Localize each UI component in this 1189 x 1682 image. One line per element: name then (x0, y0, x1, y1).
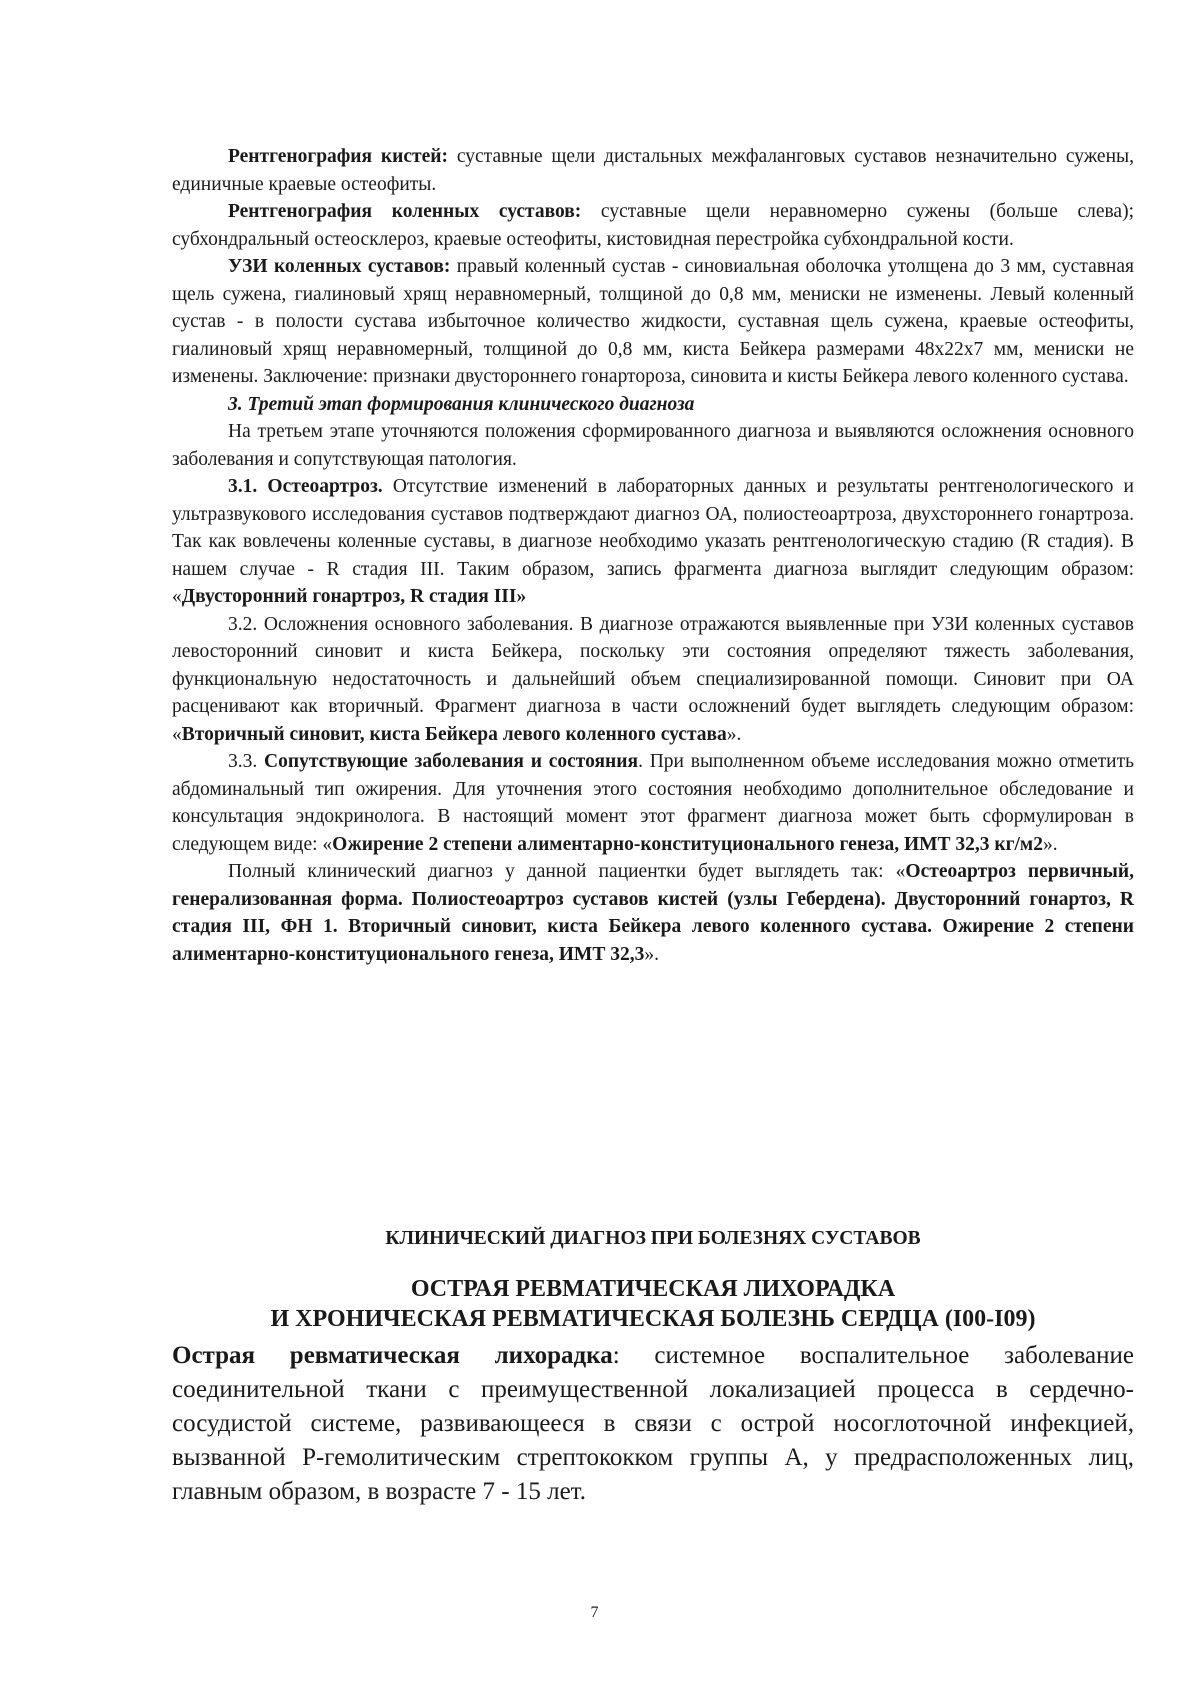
stage3-text: На третьем этапе уточняются положения сформированного диагноза и выявляются осложнения основного заболевания и сопутствующая патология. (172, 421, 1134, 470)
full-diagnosis-text: Полный клинический диагноз у данной пациентки будет выглядеть так: « (228, 861, 906, 882)
xray-hands-label: Рентгенография кистей: (228, 146, 449, 167)
intro-text (172, 1339, 1134, 1509)
item-3-3-num: 3.3. (228, 751, 265, 772)
item-3-2-bold: Вторичный синовит, киста Бейкера левого коленного сустава (181, 723, 727, 745)
intro-term: Острая ревматическая лихорадка (172, 1342, 613, 1369)
page-number: 7 (590, 1604, 599, 1621)
us-knees-text: правый коленный сустав - синовиальная оболочка утолщена до 3 мм, суставная щель сужена, гиалиновый хрящ неравномерный, толщиной до 0,8 мм, мениски не изменены. Левый коленный сустав - в полости сустава избыточное количество жидкости, суставная щель сужена, краевые остеофиты, гиалиновый хрящ неравномерный, толщиной до 0,8 мм, киста Бейкера размерами 48х22х7 мм, мениски не изменены. Заключение: признаки двустороннего гонартороза, синовита и кисты Бейкера левого коленного сустава. (172, 256, 1134, 387)
paragraph-us-knees (172, 253, 1134, 391)
section-subtitle-line2: И ХРОНИЧЕСКАЯ РЕВМАТИЧЕСКАЯ БОЛЕЗНЬ СЕРДЦА (I00-I09) (270, 1306, 1036, 1332)
paragraph-3-3 (172, 748, 1134, 858)
paragraph-3-2 (172, 611, 1134, 749)
item-3-1-label: 3.1. Остеоартроз. (228, 476, 383, 497)
item-3-1-close: » (516, 586, 527, 607)
intro-definition: : системное воспалительное заболевание соединительной ткани с преимущественной локализацией процесса в сердечно-сосудистой системе, развивающееся в связи с острой носоглоточной инфекцией, вызванной Р-гемолитическим стрептококком группы А, у предрасположенных лиц, главным образом, в возрасте 7 - 15 лет. (172, 1342, 1134, 1505)
item-3-2-text: 3.2. Осложнения основного заболевания. В диагнозе отражаются выявленные при УЗИ коленных суставов левосторонний синовит и киста Бейкера, поскольку эти состояния определяют тяжесть заболевания, функциональную недостаточность и дальнейший объем специализированной помощи. Синовит при ОА расценивают как вторичный. Фрагмент диагноза в части осложнений будет выглядеть следующим образом: « (172, 613, 1134, 745)
item-3-2-close: ». (726, 723, 742, 745)
intro-paragraph (172, 1339, 1134, 1509)
full-diagnosis-bold: Остеоартроз первичный, генерализованная форма. Полиостеоартроз суставов кистей (узлы Гебердена). Двусторонний гонартоз, R стадия III, ФН 1. Вторичный синовит, киста Бейкера левого коленного сустава. Ожирение 2 степени алиментарно-конституционального генеза, ИМТ 32,3 (172, 861, 1134, 965)
paragraph-full-diagnosis (172, 858, 1134, 968)
paragraph-xray-knees (172, 198, 1134, 253)
full-diagnosis-close: ». (644, 943, 659, 965)
item-3-3-close: ». (1042, 833, 1058, 855)
item-3-3-text: . При выполненном объеме исследования можно отметить абдоминальный тип ожирения. Для уточнения этого состояния необходимо дополнительное обследование и консультация эндокринолога. В настоящий момент этот фрагмент диагноза может быть сформулирован в следующем виде: « (172, 751, 1134, 855)
section-subtitle-line1: ОСТРАЯ РЕВМАТИЧЕСКАЯ ЛИХОРАДКА (410, 1276, 896, 1302)
paragraph-3-1 (172, 473, 1134, 611)
paragraph-xray-hands (172, 143, 1134, 198)
item-3-3-bold: Ожирение 2 степени алиментарно-конституционального генеза, ИМТ 32,3 кг/м2 (332, 833, 1043, 855)
xray-knees-label: Рентгенография коленных суставов: (228, 201, 582, 222)
stage3-heading: 3. Третий этап формирования клинического диагноза (228, 393, 695, 415)
body-text (172, 143, 1134, 968)
xray-knees-text: суставные щели неравномерно сужены (больше слева); субхондральный остеосклероз, краевые остеофиты, кистовидная перестройка субхондральной кости. (172, 201, 1134, 250)
paragraph-stage3 (172, 418, 1134, 473)
us-knees-label: УЗИ коленных суставов: (228, 256, 451, 277)
section-heading (172, 1226, 1134, 1334)
item-3-1-bold: Двусторонний гонартроз, R стадия III (181, 586, 517, 607)
item-3-3-label: Сопутствующие заболевания и состояния (264, 751, 639, 772)
section-title: КЛИНИЧЕСКИЙ ДИАГНОЗ ПРИ БОЛЕЗНЯХ СУСТАВОВ (385, 1228, 921, 1249)
xray-hands-text: суставные щели дистальных межфаланговых суставов незначительно сужены, единичные краевые остеофиты. (172, 146, 1134, 195)
item-3-1-text: Отсутствие изменений в лабораторных данных и результаты рентгенологического и ультразвукового исследования суставов подтверждают диагноз ОА, полиостеоартроза, двухстороннего гонартроза. Так как вовлечены коленные суставы, в диагнозе необходимо указать рентгенологическую стадию (R стадия). В нашем случае - R стадия III. Таким образом, запись фрагмента диагноза выглядит следующим образом: « (172, 476, 1134, 607)
stage3-heading-paragraph (172, 391, 1134, 419)
